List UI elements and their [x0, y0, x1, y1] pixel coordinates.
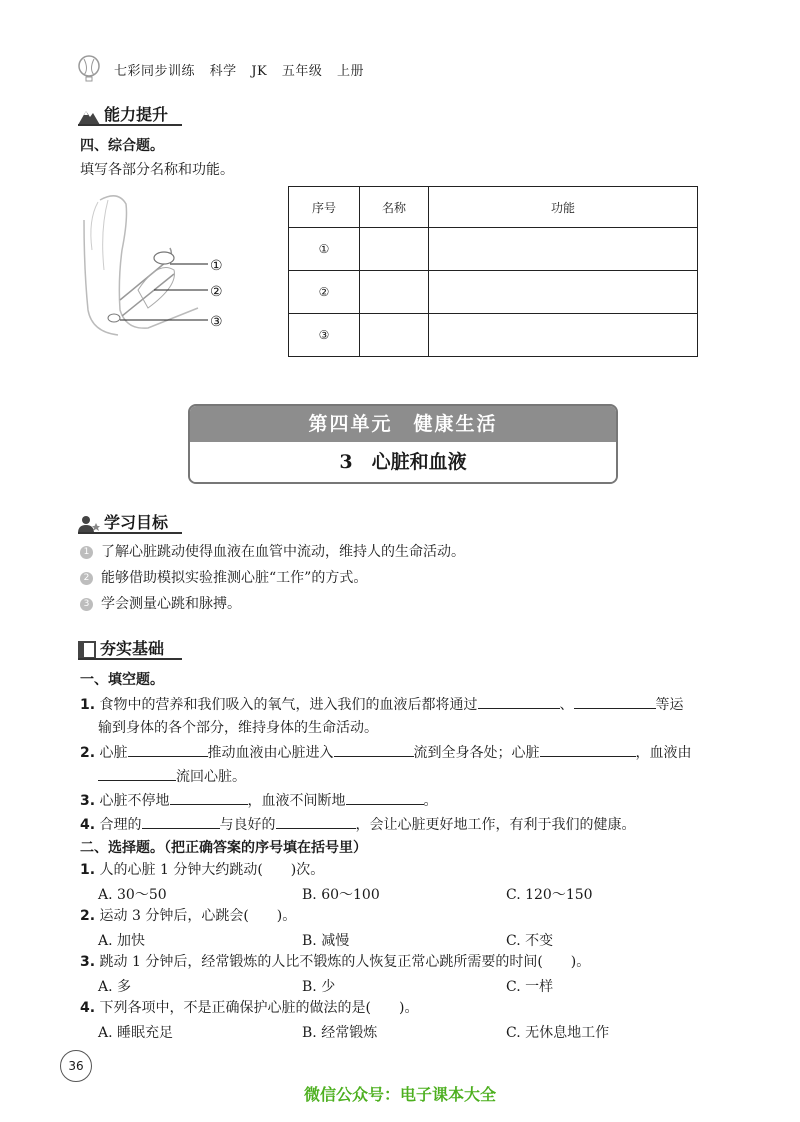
table-cell-name[interactable] [360, 228, 429, 271]
table-cell-name[interactable] [360, 314, 429, 357]
question-text: 运动 3 分钟后，心跳会( )。 [99, 908, 297, 924]
section-basics-underline [78, 658, 182, 660]
table-cell-function[interactable] [429, 271, 698, 314]
answer-blank[interactable] [142, 814, 220, 829]
option-c[interactable]: C. 一样 [506, 979, 554, 995]
fill-heading: 一、填空题。 [80, 672, 164, 688]
question-text: 人的心脏 1 分钟大约跳动( )次。 [99, 862, 325, 878]
choice-heading: 二、选择题。（把正确答案的序号填在括号里） [80, 840, 367, 856]
fill-question-3 [80, 790, 438, 811]
comprehensive-heading: 四、综合题。 [80, 138, 164, 154]
book-icon [78, 641, 96, 659]
table-cell-function[interactable] [429, 228, 698, 271]
question-number: 2. [80, 908, 96, 924]
question-text: 流到全身各处；心脏 [413, 745, 540, 761]
question-text: 合理的 [99, 817, 142, 833]
section-ability-underline [78, 124, 182, 126]
question-text: 食物中的营养和我们吸入的氧气，进入我们的血液后都将通过 [99, 697, 478, 713]
header-bar [114, 60, 374, 79]
table-row-index: ② [289, 271, 360, 314]
question-text: 推动血液由心脏进入 [207, 745, 334, 761]
table-cell-name[interactable] [360, 271, 429, 314]
section-goals-title: 学习目标 [104, 513, 169, 532]
option-b[interactable]: B. 少 [302, 979, 336, 995]
goal-item [80, 594, 241, 614]
goal-text: 能够借助模拟实验推测心脏“工作”的方式。 [101, 570, 368, 586]
answer-blank[interactable] [128, 742, 208, 757]
question-number: 1. [80, 697, 96, 713]
page-number: 36 [60, 1050, 92, 1082]
question-text: ，血液由 [635, 745, 692, 761]
diagram-label-1: ① [210, 258, 223, 274]
option-a[interactable]: A. 加快 [98, 933, 146, 949]
diagram-label-2: ② [210, 284, 223, 300]
question-text: 跳动 1 分钟后，经常锻炼的人比不锻炼的人恢复正常心跳所需要的时间( )。 [99, 954, 591, 970]
answer-blank[interactable] [574, 694, 656, 709]
option-b[interactable]: B. 减慢 [302, 933, 350, 949]
answer-blank[interactable] [276, 814, 356, 829]
table-header-cell: 功能 [429, 187, 698, 228]
section-basics-header [78, 636, 164, 659]
question-number: 3. [80, 954, 96, 970]
footer-watermark: 微信公众号：电子课本大全 [303, 1085, 496, 1104]
diagram-label-3: ③ [210, 314, 223, 330]
goal-number: 3 [80, 598, 93, 611]
unit-title: 第四单元 健康生活 [190, 406, 616, 442]
fill-question-2-line2 [98, 766, 246, 787]
question-number: 4. [80, 1000, 96, 1016]
option-a[interactable]: A. 30～50 [98, 887, 167, 903]
table-header-cell: 序号 [289, 187, 360, 228]
question-text: 流回心脏。 [176, 769, 246, 785]
choice-question [80, 952, 590, 972]
section-ability-title: 能力提升 [104, 105, 169, 124]
question-text: 下列各项中，不是正确保护心脏的做法的是( )。 [99, 1000, 419, 1016]
series-name: 七彩同步训练 [114, 64, 196, 79]
lesson-title: 3 心脏和血液 [190, 442, 616, 482]
fill-question-2 [80, 742, 692, 763]
question-text: 。 [423, 793, 438, 809]
table-row [289, 228, 698, 271]
goal-item [80, 542, 465, 562]
table-header-row [289, 187, 698, 228]
option-c[interactable]: C. 120～150 [506, 887, 593, 903]
section-ability-header [78, 102, 168, 125]
fill-question-4 [80, 814, 636, 835]
answer-blank[interactable] [540, 742, 636, 757]
subject-name: 科学 [209, 64, 237, 79]
choice-question [80, 906, 296, 926]
section-basics-title: 夯实基础 [100, 639, 165, 658]
answer-blank[interactable] [170, 790, 248, 805]
answer-blank[interactable] [346, 790, 424, 805]
table-row [289, 271, 698, 314]
unit-banner [188, 404, 618, 484]
volume-name: 上册 [337, 64, 365, 79]
question-text: 、 [559, 697, 574, 713]
goal-number: 2 [80, 572, 93, 585]
goal-text: 学会测量心跳和脉搏。 [101, 596, 241, 612]
choice-question [80, 860, 324, 880]
question-number: 2. [80, 745, 96, 761]
question-text: 与良好的 [219, 817, 276, 833]
goal-item [80, 568, 367, 588]
choice-question [80, 998, 418, 1018]
question-number: 1. [80, 862, 96, 878]
answer-blank[interactable] [98, 766, 176, 781]
option-a[interactable]: A. 睡眠充足 [98, 1025, 174, 1041]
grade-name: 五年级 [281, 64, 323, 79]
section-goals-underline [78, 532, 182, 534]
question-number: 3. [80, 793, 96, 809]
option-a[interactable]: A. 多 [98, 979, 132, 995]
answer-blank[interactable] [478, 694, 560, 709]
question-text: 心脏不停地 [99, 793, 170, 809]
option-c[interactable]: C. 不变 [506, 933, 554, 949]
table-row [289, 314, 698, 357]
option-b[interactable]: B. 60～100 [302, 887, 380, 903]
answer-blank[interactable] [334, 742, 414, 757]
question-number: 4. [80, 817, 96, 833]
edition-name: JK [251, 64, 268, 79]
table-row-index: ① [289, 228, 360, 271]
option-c[interactable]: C. 无休息地工作 [506, 1025, 610, 1041]
section-goals-header [78, 510, 168, 533]
question-text: ，会让心脏更好地工作，有利于我们的健康。 [355, 817, 636, 833]
question-text: 输到身体的各个部分，维持身体的生命活动。 [98, 720, 378, 736]
question-text: 心脏 [99, 745, 128, 761]
fill-question-1 [80, 694, 684, 715]
question-text: 等运 [655, 697, 684, 713]
table-row-index: ③ [289, 314, 360, 357]
learner-icon [78, 515, 100, 533]
balloon-logo-icon [76, 55, 102, 83]
comprehensive-instruction: 填写各部分名称和功能。 [80, 162, 234, 178]
mountain-icon [78, 107, 100, 125]
table-header-cell: 名称 [360, 187, 429, 228]
function-table [288, 186, 698, 357]
goal-text: 了解心脏跳动使得血液在血管中流动，维持人的生命活动。 [101, 544, 465, 560]
table-cell-function[interactable] [429, 314, 698, 357]
question-text: ，血液不间断地 [247, 793, 346, 809]
option-b[interactable]: B. 经常锻炼 [302, 1025, 378, 1041]
goal-number: 1 [80, 546, 93, 559]
